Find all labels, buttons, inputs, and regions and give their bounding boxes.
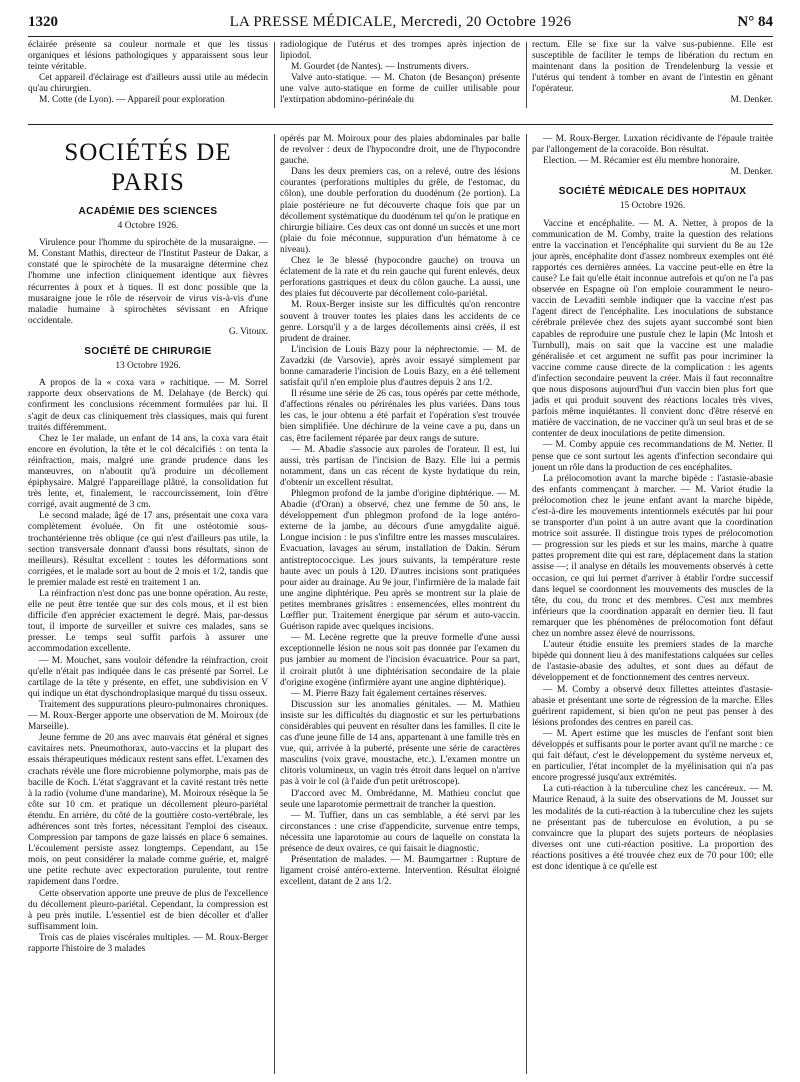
signature: G. Vitoux. <box>228 326 268 337</box>
paragraph: Trois cas de plaies viscérales multiples. — M. Roux-Berger rapporte l'histoire de 3 malades <box>28 932 268 954</box>
paragraph: — M. Roux-Berger. Luxation récidivante de l'épaule traitée par l'allongement de la coracoïde. Bon résultat. <box>532 134 773 156</box>
paragraph: Valve auto-statique. — M. Chaton (de Besançon) présente une valve auto-statique en forme de cuiller utilisable pour l'extirpation abdomino-périnéale du <box>280 73 520 106</box>
paragraph: Cette observation apporte une preuve de plus de l'excellence du décollement pleuro-pariétal. Cependant, la compression est à peu près inutile. L'essentiel est de bien décoller et d'aller suffisamment loin. <box>28 888 268 932</box>
paragraph: A propos de la « coxa vara » rachitique. — M. Sorrel rapporte deux observations de M. Delahaye (de Berck) qui confirment les conclusions récemment formulées par lui. Il s'agit de deux cas cliniquement très classiques, mais qui furent traités différemment. <box>28 378 268 433</box>
section-rule <box>28 124 773 125</box>
section-heading: ACADÉMIE DES SCIENCES <box>78 206 218 217</box>
header-rule <box>28 36 773 37</box>
section-heading: SOCIÉTÉ DE CHIRURGIE <box>84 346 212 358</box>
paragraph: — M. Comby appuie ces recommandations de M. Netter. Il pense que ce sont surtout les agents d'infection secondaire qui jouent un rôle dans la production de ces encéphalites. <box>532 440 773 473</box>
paragraph: Chez le 1er malade, un enfant de 14 ans, la coxa vara était encore en évolution, la tête et le col décalcifiés : on tenta la réinfraction, mais, malgré une grande prudence dans les manœuvres, on n'aboutit qu'à produire un décollement épiphysaire. Malgré l'appareillage plâtré, la consolidation fut très lente, et, finalement, le raccourcissement, loin d'être corrigé, avait augmenté de 3 cm. <box>28 433 268 511</box>
paragraph: Cet appareil d'éclairage est d'ailleurs aussi utile au médecin qu'au chirurgien. <box>28 73 268 95</box>
top-column-3 <box>532 40 773 107</box>
top-column-1 <box>28 40 268 107</box>
paragraph: Discussion sur les anomalies génitales. — M. Mathieu insiste sur les difficultés du diagnostic et sur les perturbations considérables qui peuvent en résulter dans les familles. Il cite le cas d'une jeune fille de 14 ans, appartenant à une famille très en vue, qui, arrivée à la puberté, présente une série de caractères masculins (voix grave, moustache, etc.). L'examen montre un clitoris volumineux, un vagin très étroit dans lequel on n'arrive pas à voir le col (à l'aide d'un petit urétroscope). <box>280 699 520 788</box>
paragraph: D'accord avec M. Ombrédanne, M. Mathieu conclut que seule une laparotomie permettrait de trancher la question. <box>280 788 520 810</box>
paragraph: Dans les deux premiers cas, on a relevé, outre des lésions courantes (perforations multiples du grêle, de l'estomac, du côlon), une double perforation du duodénum (2e portion). La plaie postérieure ne fut découverte chaque fois que par un décollement systématique du duodénum tel qu'on le pratique en chirurgie biliaire. Ces deux cas ont donné un succès et une mort (plaie du foie méconnue, suppuration d'un hématome à ce niveau). <box>280 167 520 255</box>
paragraph: Présentation de malades. — M. Baumgartner : Rupture de ligament croisé antéro-externe. Intervention. Résultat éloigné excellent, datant de 2 ans 1/2. <box>280 855 520 888</box>
section-title: SOCIÉTÉS DE PARIS <box>64 139 232 196</box>
paragraph: M. Gourdet (de Nantes). — Instruments divers. <box>291 62 469 73</box>
paragraph: — M. Tuffier, dans un cas semblable, a été servi par les circonstances : une crise d'appendicite, survenue entre temps, nécessita une laparotomie au cours de laquelle on constata la présence de deux ovaires, ce qui faisait le diagnostic. <box>280 810 520 854</box>
paragraph: La réinfraction n'est donc pas une bonne opération. Au reste, elle ne peut être tentée que sur des cols mous, et il est bien difficile d'en apprécier exactement le degré. Mais, par-dessus tout, il importe de surveiller et suivre ces malades, sans se presser. Le temps seul suffit parfois à assurer une accommodation excellente. <box>28 589 268 655</box>
paragraph: — M. Apert estime que les muscles de l'enfant sont bien développés et suffisants pour le porter avant qu'il ne marche : ce qui fait défaut, c'est le développement du système nerveux et, en particulier, l'état incomplet de la myélinisation qui n'a pas encore progressé jusqu'aux extrémités. <box>532 728 773 784</box>
paragraph: La prélocomotion avant la marche bipède : l'astasie-abasie des enfants commençant à marcher. — M. Variot étudie la prélocomotion chez le jeune enfant avant la marche bipède, c'est-à-dire les mouvements intentionnels exécutés par lui pour se transporter d'un point à un autre avant que la coordination motrice soit assurée. Il distingue trois types de prélocomotion — progression sur les pieds et sur les mains, marche à quatre pattes proprement dite qui est rare, déplacement dans la station assise —; il analyse en détails les mouvements observés à cette occasion, ce qui lui permet d'arriver à établir l'ordre successif dans lequel se coordonnent les mouvements des muscles de la tête, du cou, du tronc et des membres. C'est aux membres inférieurs que la coordination apparaît en dernier lieu. Il faut remarquer que les phénomènes de prélocomotion font défaut chez un nombre assez élevé de nourrissons. <box>532 473 773 640</box>
paragraph: — M. Pierre Bazy fait également certaines réserves. <box>291 688 487 699</box>
paragraph: Chez le 3e blessé (hypocondre gauche) on trouva un éclatement de la rate et du rein gauche qui furent enlevés, deux perforations gastriques et deux du côlon gauche. La aussi, une des plaies fut découverte par décollement colo-pariétal. <box>280 256 520 300</box>
paragraph: — M. Abadie s'associe aux paroles de l'orateur. Il est, lui aussi, très partisan de l'incision de Bazy. Elle lui a permis notamment, dans un cas récent de kyste hydatique du rein, d'obtenir un excellent résultat. <box>280 444 520 488</box>
signature: M. Denker. <box>730 95 773 106</box>
page-number: 1320 <box>28 14 58 30</box>
paragraph: M. Roux-Berger insiste sur les difficultés qu'on rencontre souvent à trouver toutes les plaies dans les accidents de ce genre. Lorsqu'il y a de larges décollements ainsi créés, il est prudent de drainer. <box>280 300 520 344</box>
section-heading: SOCIÉTÉ MÉDICALE DES HOPITAUX <box>558 186 747 198</box>
paragraph: La cuti-réaction à la tuberculine chez les cancéreux. — M. Maurice Renaud, à la suite des observations de M. Jousset sur les modalités de la cuti-réaction à la tuberculine chez les sujets ne présentant pas de tuberculose en évolution, a pu se convaincre que la plupart des sujets porteurs de néoplasies diverses ont une cuti-réaction positive. La proportion des réactions positives a été trouvée chez eux de 70 pour 100; elle est donc identique à ce qu'elle est <box>532 784 773 872</box>
session-date: 15 Octobre 1926. <box>619 201 686 212</box>
paragraph: Il résume une série de 26 cas, tous opérés par cette méthode, d'affections rénales ou périrénales les plus variées. Dans tous les cas, le jour obtenu a été parfait et l'opération s'est trouvée bien simplifiée. Une déchirure de la veine cave a pu, dans un cas, être facilement réparée par deux rangs de suture. <box>280 389 520 444</box>
paragraph: éclairée présente sa couleur normale et que les tissus organiques et lésions pathologiques y apparaissent sous leur teinte véritable. <box>28 40 268 73</box>
paragraph: — M. Mouchet, sans vouloir défendre la réinfraction, croit qu'elle n'était pas indiquée dans le cas présenté par Sorrel. Le cartilage de la tête y présente, en effet, une subdivision en V qui indique un état dyschondroplasique marqué du tissu osseux. <box>28 655 268 699</box>
middle-column <box>280 134 520 888</box>
paragraph: Virulence pour l'homme du spirochète de la musaraigne. — M. Constant Mathis, directeur de l'Institut Pasteur de Dakar, a constaté que le spirochète de la musaraigne détermine chez l'homme une infection cliniquement identique aux fièvres récurrentes à poux et à tiques. Il est donc possible que la musaraigne joue le rôle de réservoir de virus vis-à-vis d'une maladie humaine à spirochètes sévissant en Afrique occidentale. <box>28 238 268 326</box>
journal-title: LA PRESSE MÉDICALE, Mercredi, 20 Octobre 1926 <box>229 14 572 30</box>
paragraph: M. Cotte (de Lyon). — Appareil pour exploration <box>39 95 225 106</box>
session-date: 4 Octobre 1926. <box>117 221 179 232</box>
paragraph: rectum. Elle se fixe sur la valve sus-pubienne. Elle est susceptible de faciliter le temps de libération du rectum en maintenant dans la position de Trendelenburg la vessie et l'utérus qui tendent à tomber en avant de l'intestin en gênant l'opérateur. <box>532 40 773 95</box>
session-date: 13 Octobre 1926. <box>115 361 181 372</box>
column-divider <box>526 42 527 108</box>
paragraph: Traitement des suppurations pleuro-pulmonaires chroniques. — M. Roux-Berger apporte une observation de M. Moiroux (de Marseille). <box>28 699 268 733</box>
column-divider <box>274 134 275 1074</box>
column-divider <box>274 42 275 108</box>
paragraph: — M. Lecène regrette que la preuve formelle d'une aussi exceptionnelle lésion ne nous soit pas donnée par l'examen du pus jambier au moment de l'incision évacuatrice. Pour sa part, il croirait plutôt à une diphtérisation secondaire de la plaie d'origine exogène (infirmière ayant une angine diphtérique). <box>280 633 520 688</box>
paragraph: L'incision de Louis Bazy pour la néphrectomie. — M. de Zavadzki (de Varsovie), après avoir essayé simplement par bonne camaraderie l'incision de Louis Bazy, en a été tellement satisfait qu'il n'en emploie plus d'autres depuis 2 ans 1/2. <box>280 344 520 389</box>
paragraph: Le second malade, âgé de 17 ans, présentait une coxa vara complètement évoluée. On fit une ostéotomie sous-trochantérienne très oblique (ce qui n'est d'ailleurs pas utile, la section transversale donnant d'aussi bons résultats, sinon de meilleurs). Résultat excellent : toutes les déformations sont corrigées, et le malade sort au bout de 2 mois et 1/2, tandis que le premier malade est resté en traitement 1 an. <box>28 511 268 588</box>
paragraph: Election. — M. Récamier est élu membre honoraire. <box>543 156 740 167</box>
signature: M. Denker. <box>730 167 773 178</box>
issue-number: N° 84 <box>737 14 773 30</box>
page-header <box>28 14 773 34</box>
paragraph: — M. Comby a observé deux fillettes atteintes d'astasie-abasie et présentant une sorte de régression de la marche. Elles guérirent rapidement, si bien qu'on ne peut pas penser à des lésions profondes des centres en pareil cas. <box>532 684 773 728</box>
paragraph: Phlegmon profond de la jambe d'origine diphtérique. — M. Abadie (d'Oran) a observé, chez une femme de 50 ans, le développement d'un phlegmon profond de la loge antéro-externe de la jambe, au décours d'une amygdalite aiguë. Longue incision : le pus s'infiltre entre les masses musculaires. Evacuation, lavages au sérum, installation de Dakin. Sérum antistreptococcique. Les jours suivants, la température reste haute avec un pouls à 120. D'autres incisions sont pratiquées pour aider au drainage. Au 9e jour, l'infirmière de la malade fait une angine diphtérique. Peu après se montrent sur la plaie de petites membranes grisâtres : ensemencées, elles montrent du Lœffler pur. Traitement énergique par sérum et auto-vaccin. Guérison rapide avec quelques incisions. <box>280 489 520 633</box>
right-column <box>532 134 773 873</box>
paragraph: radiologique de l'utérus et des trompes après injection de lipiodol. <box>280 40 520 62</box>
top-column-2 <box>280 40 520 107</box>
column-divider <box>526 134 527 1074</box>
left-column <box>28 128 268 955</box>
paragraph: opérés par M. Moiroux pour des plaies abdominales par balle de revolver : deux de l'hypocondre droit, une de l'hypocondre gauche. <box>280 134 520 167</box>
paragraph: Jeune femme de 20 ans avec mauvais état général et signes cavitaires nets. Pneumothorax, auto-vaccins et la plupart des essais thérapeutiques médicaux restent sans effet. L'examen des crachats révèle une flore microbienne polymorphe, mais pas de bacille de Koch. L'état s'aggravant et la cavité restant très nette à la radio (volume d'une mandarine), M. Moiroux résèque la 5e côte sur 10 cm. et pratique un décollement pleuro-pariétal étendu. En arrière, du côté de la gouttière costo-vertébrale, les adhérences sont très fortes, nécessitant l'emploi des ciseaux. Compression par tampons de gaze laissés en place 6 semaines. L'écoulement persiste assez longtemps. Cependant, au 15e mois, on peut considérer la malade comme guérie, et, malgré une petite rechute avec expectoration purulente, tout rentre rapidement dans l'ordre. <box>28 733 268 888</box>
paragraph: Vaccine et encéphalite. — M. A. Netter, à propos de la communication de M. Comby, traite la question des relations entre la vaccination et l'encéphalite qui survient du 8e au 12e jour après, encéphalite dont d'assez nombreux exemples ont été rapportés ces dernières années. La vaccine peut-elle en être la cause? Le fait qu'elle était inconnue autrefois et qu'on ne l'a pas observée en Espagne où l'on emploie couramment le neuro-vaccin de Levaditi semble indiquer que la vaccine n'est pas l'agent direct de l'encéphalite. Les inoculations de substance cérébrale prélevée chez des sujets ayant succombé sont bien capables de reproduire une pustule chez le lapin (Mc Intosh et Turnbull), mais on sait que la vaccine est une maladie généralisée et cet argument ne suffit pas pour incriminer la vaccine comme cause directe de la complication : les agents d'infection secondaire peuvent la créer. Mais il faut reconnaître que nous disposons aujourd'hui d'un vaccin bien plus fort que jadis et qui produit souvent des réactions locales très vives, parfois même inquiétantes. Il convient donc d'être réservé en matière de vaccination, de ne vacciner qu'à un seul bras et de se contenter de deux inoculations de petite dimension. <box>532 218 773 440</box>
paragraph: L'auteur étudie ensuite les premiers stades de la marche bipède qui donnent lieu à des manifestations calquées sur celles de l'astasie-abasie des adultes, et sont dues au défaut de développement et de fonctionnement des centres nerveux. <box>532 640 773 684</box>
